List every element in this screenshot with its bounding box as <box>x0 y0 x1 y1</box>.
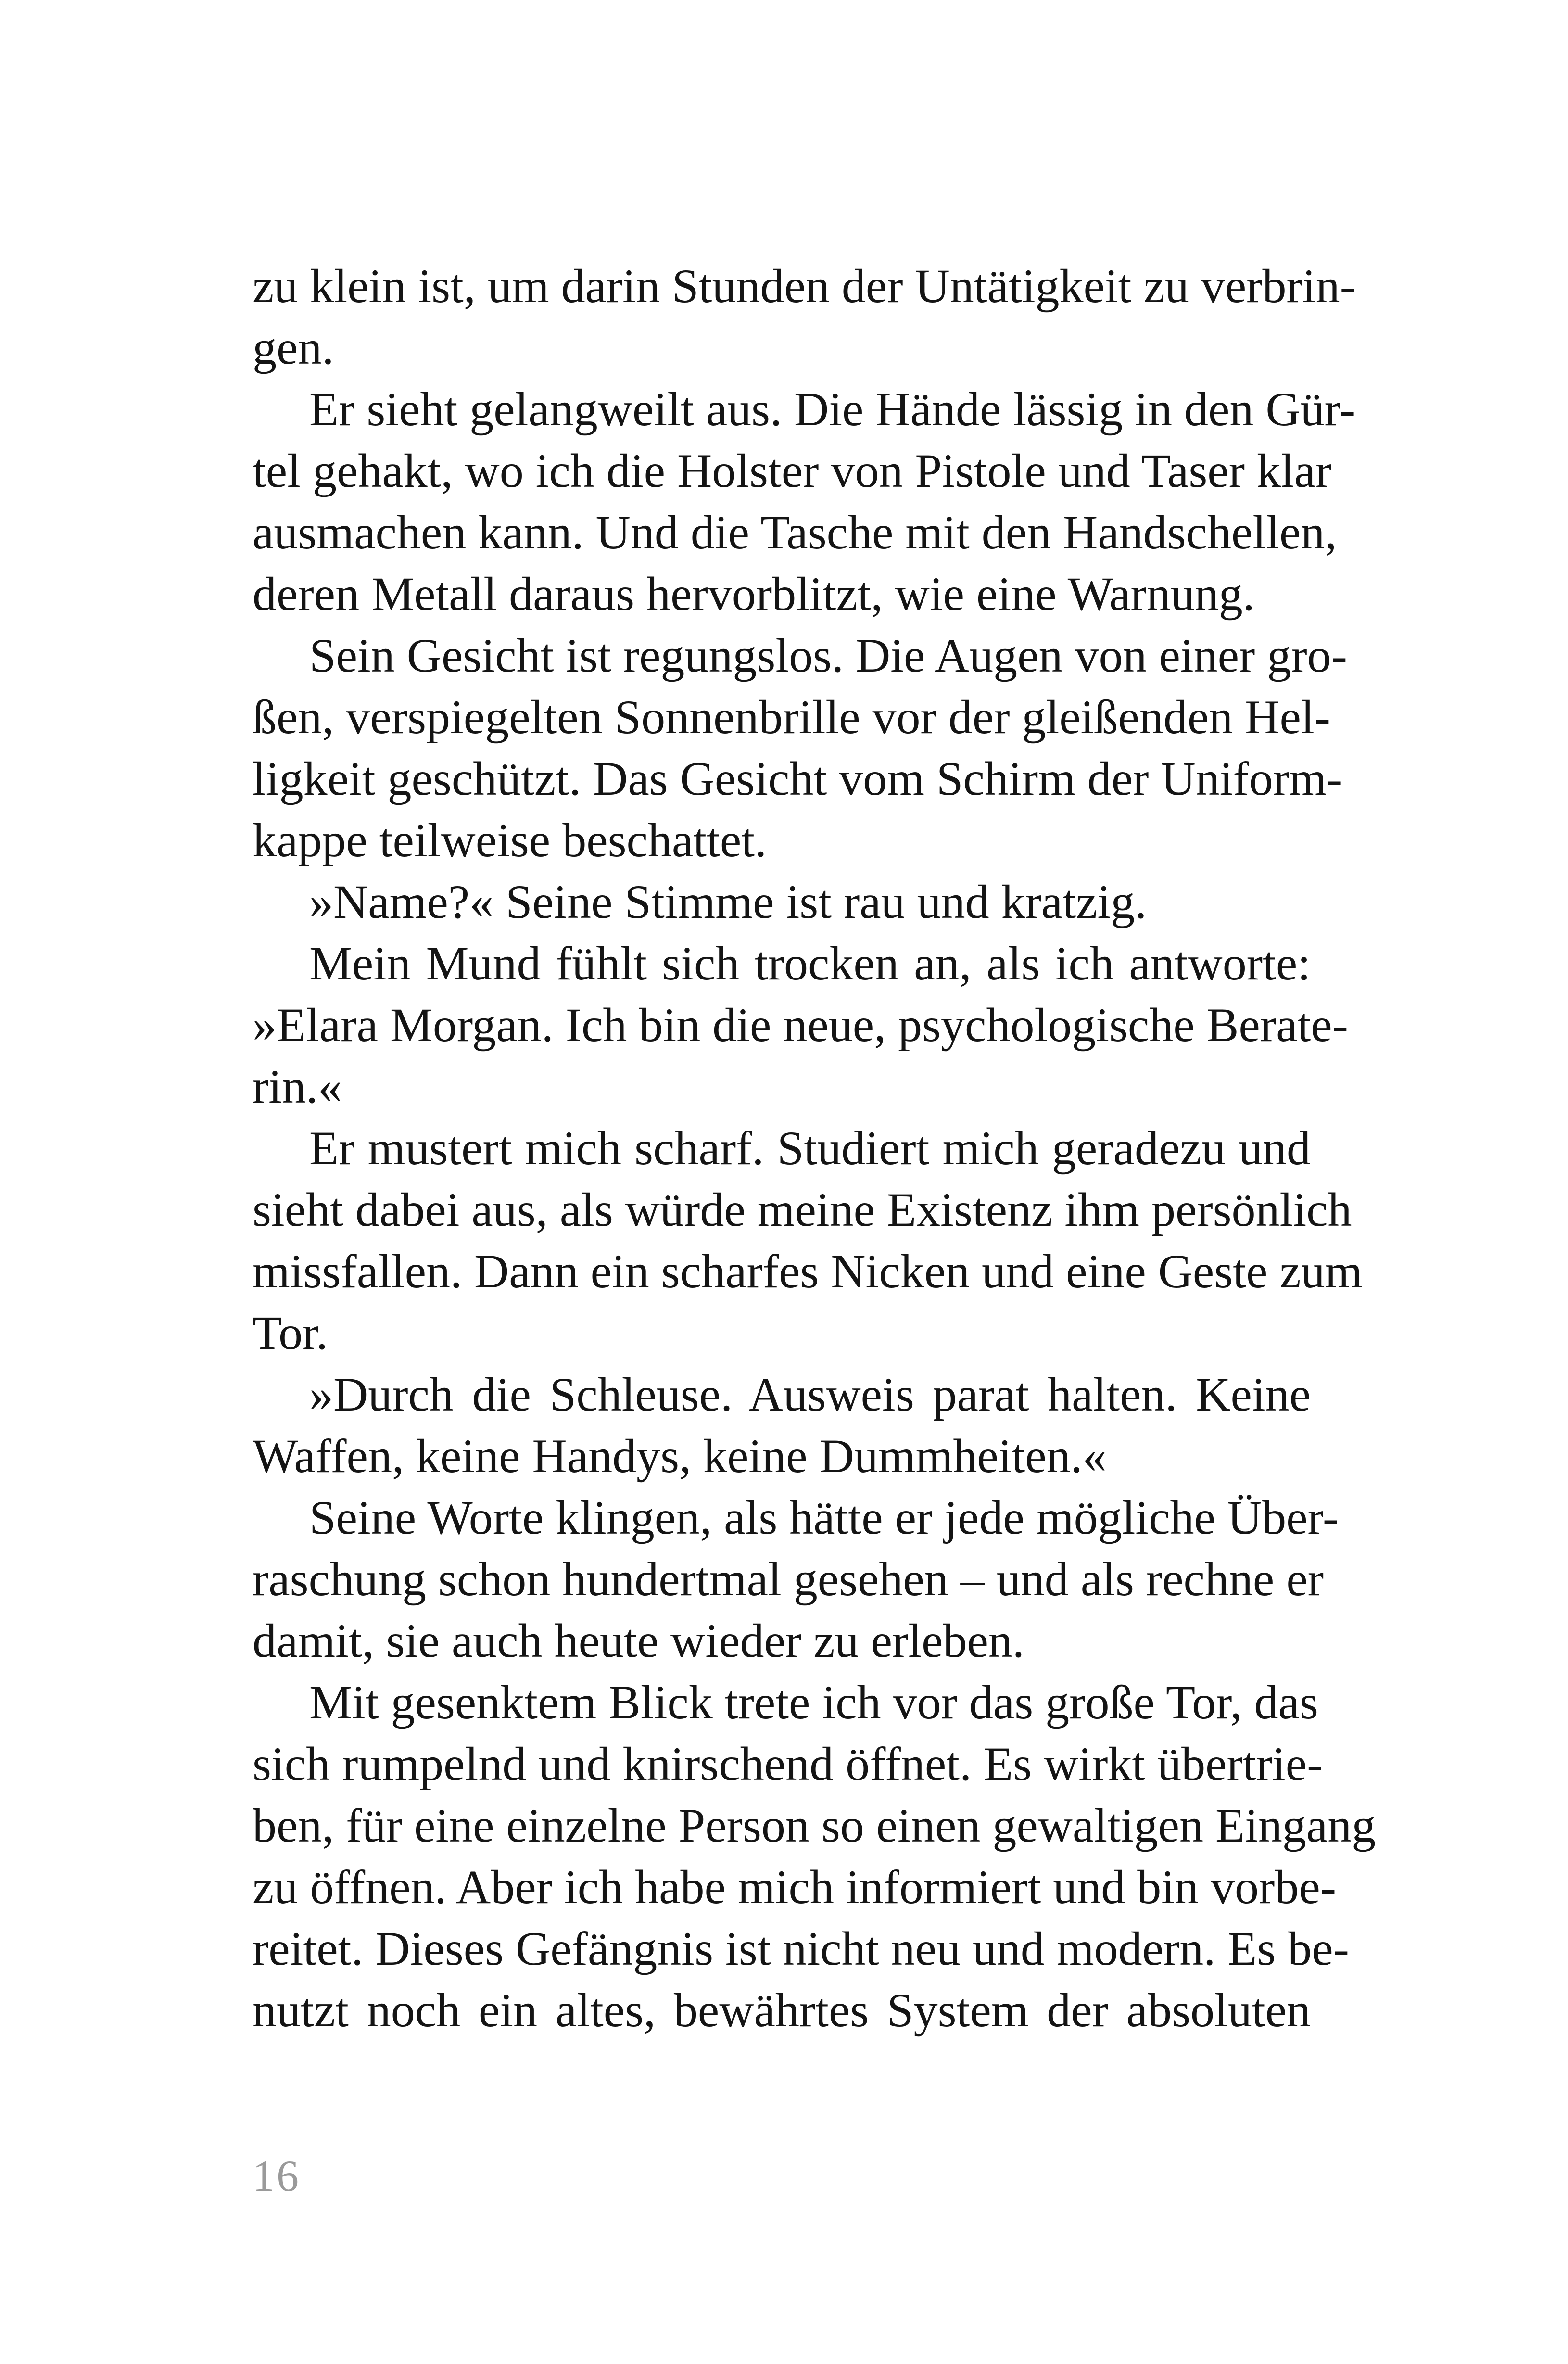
text-line: Mein Mund fühlt sich trocken an, als ich antworte: <box>309 937 1311 990</box>
text-line: Tor. <box>253 1306 328 1360</box>
text-line: ligkeit geschützt. Das Gesicht vom Schirm der Uniform- <box>253 752 1343 805</box>
page-number: 16 <box>253 2151 301 2200</box>
text-line: ßen, verspiegelten Sonnenbrille vor der gleißenden Hel- <box>253 690 1330 744</box>
text-line: Sein Gesicht ist regungslos. Die Augen von einer gro- <box>309 629 1347 682</box>
text-line: »Name?« Seine Stimme ist rau und kratzig. <box>309 875 1147 928</box>
text-line: ben, für eine einzelne Person so einen gewaltigen Eingang <box>253 1799 1376 1852</box>
text-line: Mit gesenktem Blick trete ich vor das große Tor, das <box>309 1676 1318 1729</box>
text-line: Er mustert mich scharf. Studiert mich geradezu und <box>309 1121 1311 1175</box>
text-line: raschung schon hundertmal gesehen – und als rechne er <box>253 1552 1324 1606</box>
text-line: Waffen, keine Handys, keine Dummheiten.« <box>253 1429 1107 1483</box>
text-line: deren Metall daraus hervorblitzt, wie eine Warnung. <box>253 567 1255 621</box>
text-line: Seine Worte klingen, als hätte er jede mögliche Über- <box>309 1491 1339 1544</box>
text-line: »Elara Morgan. Ich bin die neue, psychologische Berate- <box>253 998 1348 1052</box>
text-line: kappe teilweise beschattet. <box>253 813 767 867</box>
text-line: tel gehakt, wo ich die Holster von Pistole und Taser klar <box>253 444 1332 497</box>
text-line: »Durch die Schleuse. Ausweis parat halten. Keine <box>309 1368 1311 1421</box>
text-line: missfallen. Dann ein scharfes Nicken und eine Geste zum <box>253 1245 1363 1298</box>
text-line: reitet. Dieses Gefängnis ist nicht neu und modern. Es be- <box>253 1922 1349 1975</box>
text-line: gen. <box>253 321 334 374</box>
text-line: sich rumpelnd und knirschend öffnet. Es wirkt übertrie- <box>253 1737 1323 1791</box>
text-line: damit, sie auch heute wieder zu erleben. <box>253 1614 1024 1667</box>
text-line: zu öffnen. Aber ich habe mich informiert und bin vorbe- <box>253 1860 1337 1914</box>
text-line: nutzt noch ein altes, bewährtes System der absoluten <box>253 1983 1311 2037</box>
text-line: Er sieht gelangweilt aus. Die Hände lässig in den Gür- <box>309 382 1356 436</box>
text-line: rin.« <box>253 1060 342 1113</box>
text-line: sieht dabei aus, als würde meine Existenz ihm persönlich <box>253 1183 1352 1236</box>
text-line: zu klein ist, um darin Stunden der Untätigkeit zu verbrin- <box>253 259 1356 313</box>
text-line: ausmachen kann. Und die Tasche mit den Handschellen, <box>253 506 1337 559</box>
